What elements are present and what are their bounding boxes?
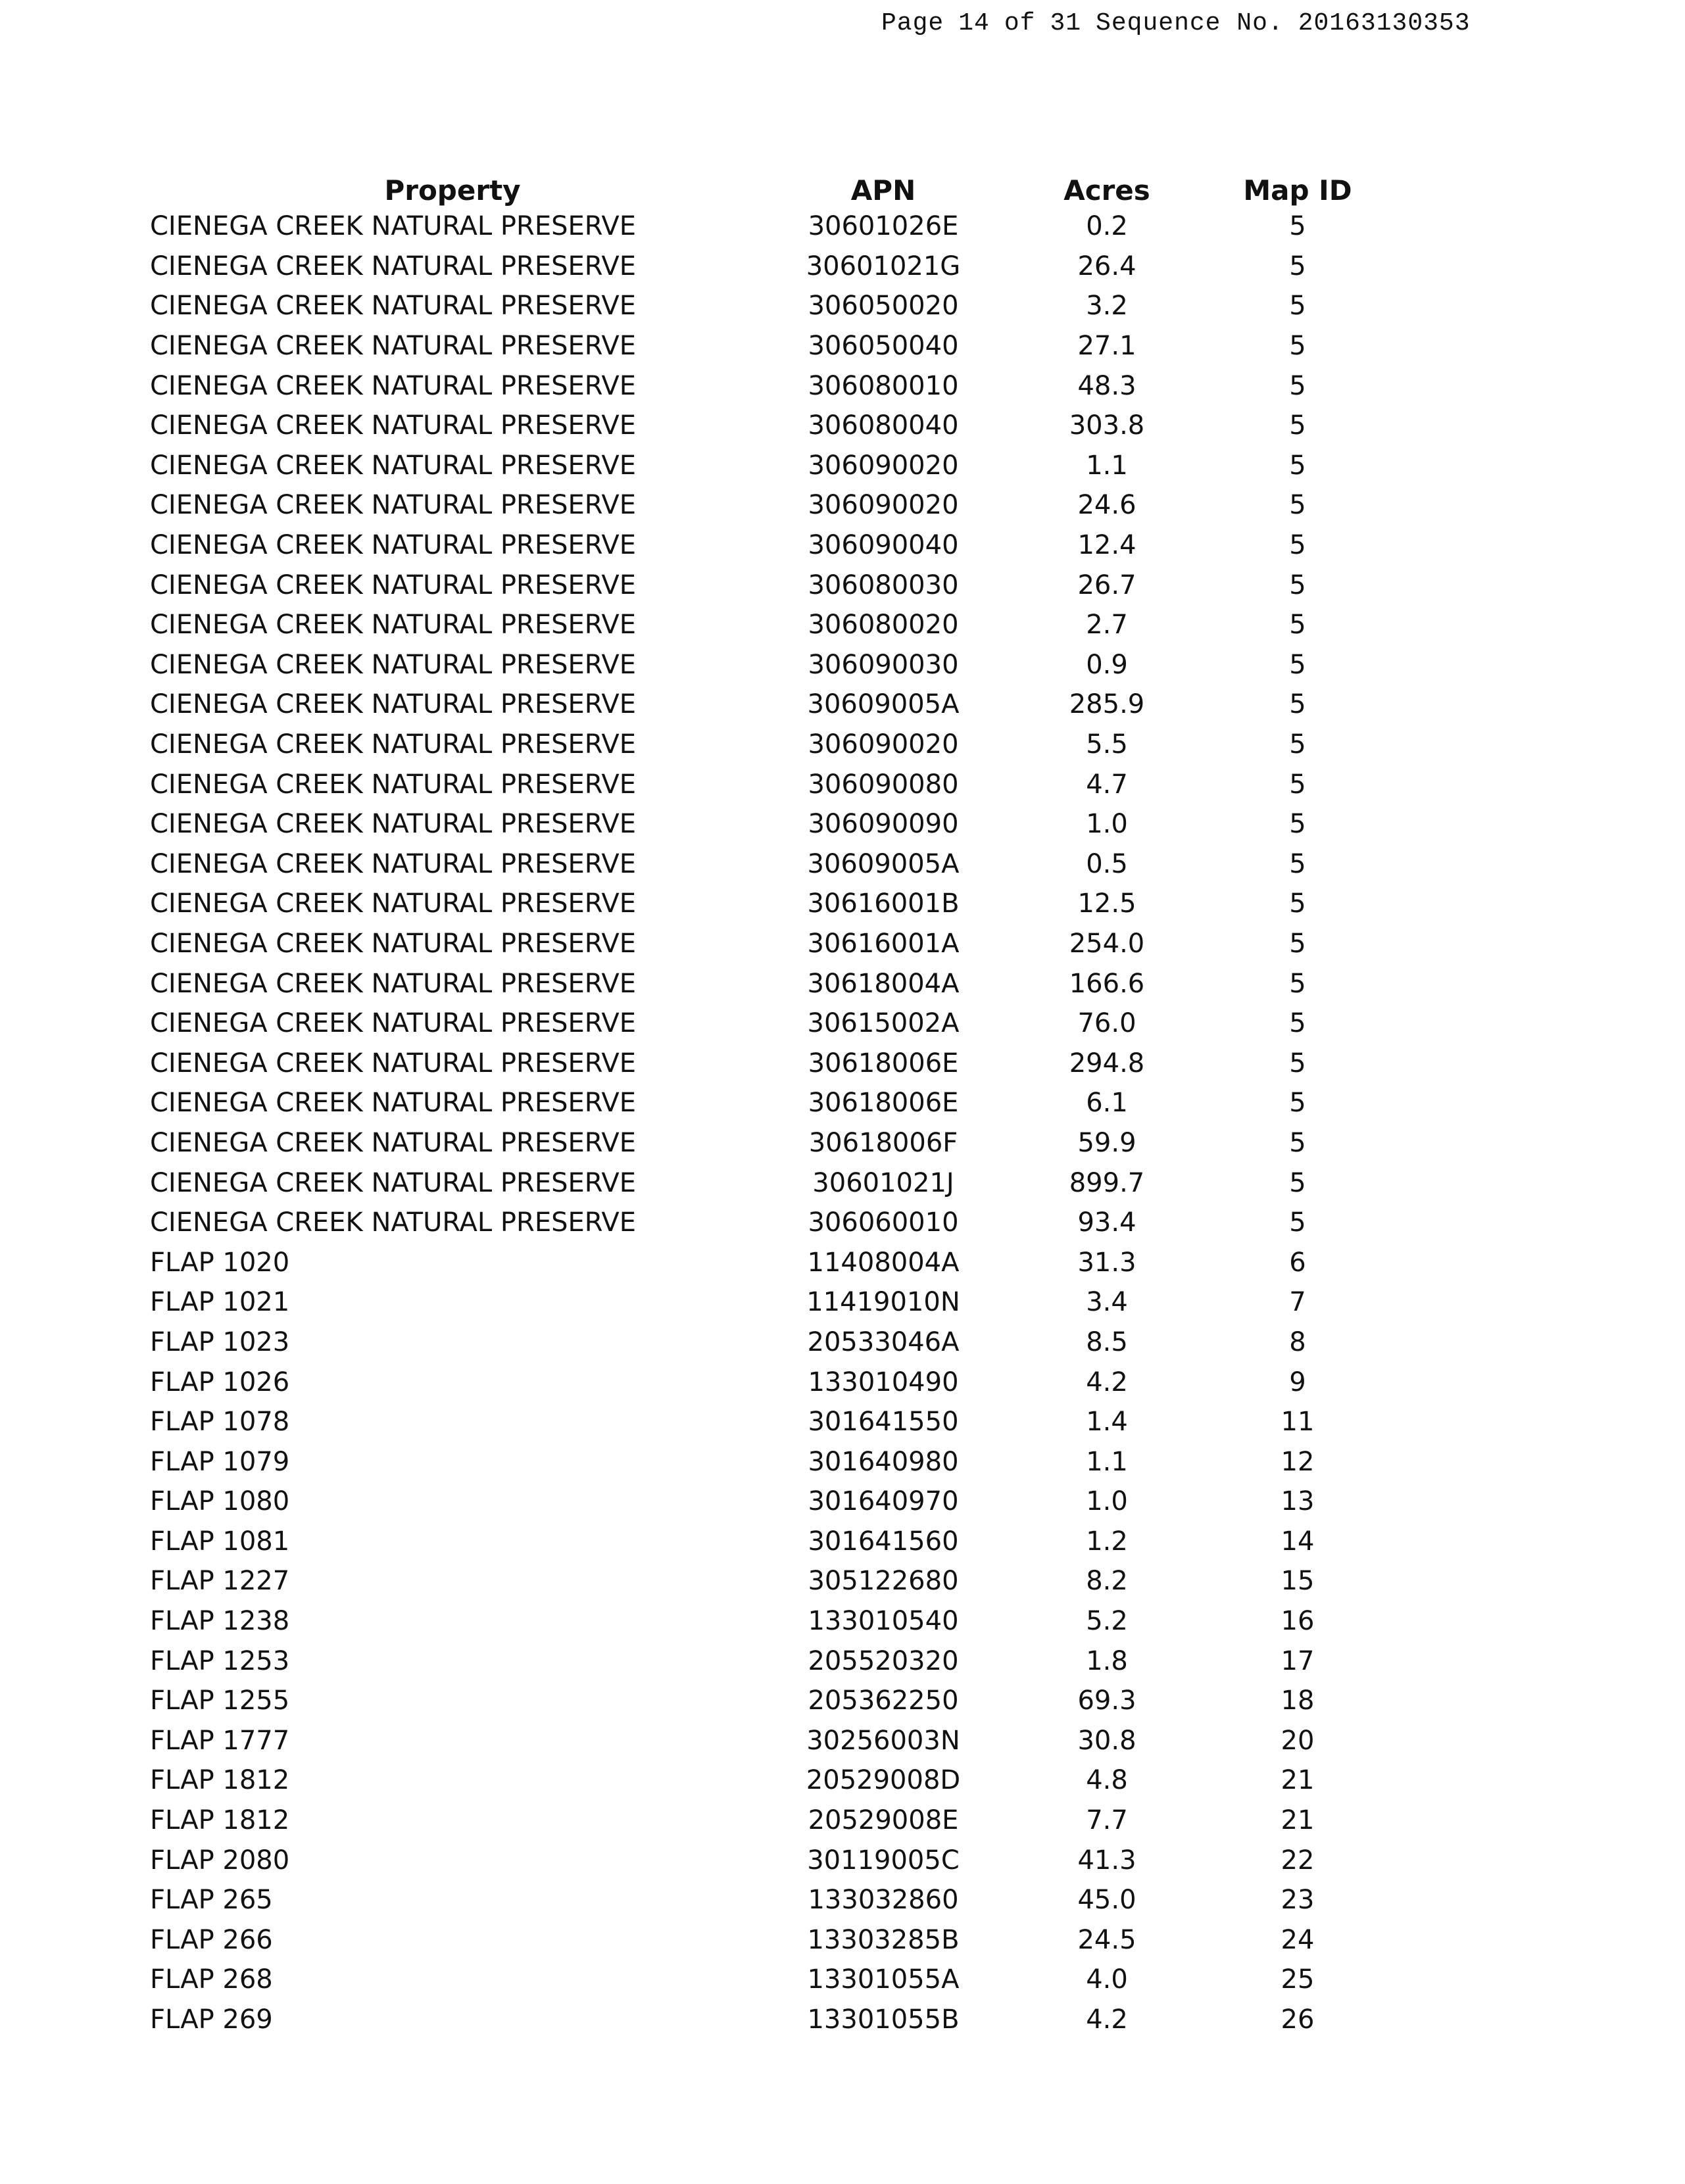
cell-acres: 69.3 — [1077, 1686, 1136, 1716]
cell-map-id: 5 — [1289, 1088, 1306, 1119]
cell-apn: 205362250 — [808, 1686, 959, 1716]
cell-map-id: 5 — [1289, 769, 1306, 800]
page-total: 31 — [1050, 9, 1082, 37]
cell-apn: 306080040 — [808, 410, 959, 441]
cell-apn: 30119005C — [807, 1845, 960, 1876]
cell-map-id: 25 — [1281, 1964, 1315, 1995]
table-row — [150, 1880, 1465, 1920]
cell-acres: 3.2 — [1086, 291, 1128, 322]
cell-map-id: 17 — [1281, 1645, 1315, 1676]
cell-property: CIENEGA CREEK NATURAL PRESERVE — [150, 689, 637, 720]
cell-map-id: 5 — [1289, 331, 1306, 362]
table-row — [150, 1362, 1465, 1402]
table-row — [150, 1601, 1465, 1641]
table-row — [150, 1801, 1465, 1841]
cell-acres: 166.6 — [1069, 968, 1145, 999]
cell-apn: 306080030 — [808, 570, 959, 600]
table-row — [150, 1960, 1465, 2000]
table-row — [150, 247, 1465, 287]
cell-property: CIENEGA CREEK NATURAL PRESERVE — [150, 1088, 637, 1119]
cell-property: FLAP 1080 — [150, 1486, 290, 1517]
cell-map-id: 23 — [1281, 1885, 1315, 1916]
column-header-acres: Acres — [1063, 174, 1150, 206]
cell-property: CIENEGA CREEK NATURAL PRESERVE — [150, 530, 637, 561]
table-row — [150, 1840, 1465, 1880]
cell-map-id: 12 — [1281, 1446, 1315, 1477]
cell-map-id: 5 — [1289, 610, 1306, 641]
cell-property: FLAP 1812 — [150, 1805, 290, 1836]
cell-property: CIENEGA CREEK NATURAL PRESERVE — [150, 211, 637, 242]
cell-apn: 306080020 — [808, 610, 959, 641]
cell-acres: 1.1 — [1086, 450, 1128, 481]
cell-acres: 0.5 — [1086, 848, 1128, 879]
cell-acres: 24.5 — [1077, 1924, 1136, 1955]
cell-apn: 306090080 — [808, 769, 959, 800]
cell-map-id: 5 — [1289, 450, 1306, 481]
cell-acres: 4.0 — [1086, 1964, 1128, 1995]
cell-apn: 30609005A — [807, 848, 960, 879]
cell-map-id: 24 — [1281, 1924, 1315, 1955]
table-row — [150, 1561, 1465, 1601]
cell-map-id: 21 — [1281, 1765, 1315, 1796]
cell-apn: 11408004A — [807, 1247, 960, 1278]
cell-apn: 20533046A — [807, 1326, 960, 1357]
cell-apn: 306090090 — [808, 809, 959, 840]
cell-map-id: 5 — [1289, 251, 1306, 281]
table-row — [150, 605, 1465, 645]
table-row — [150, 1043, 1465, 1083]
cell-map-id: 5 — [1289, 570, 1306, 600]
cell-property: CIENEGA CREEK NATURAL PRESERVE — [150, 1048, 637, 1079]
cell-apn: 30616001A — [807, 928, 960, 959]
cell-property: CIENEGA CREEK NATURAL PRESERVE — [150, 848, 637, 879]
cell-property: FLAP 1020 — [150, 1247, 290, 1278]
cell-apn: 30618006E — [808, 1088, 959, 1119]
cell-acres: 59.9 — [1077, 1127, 1136, 1158]
cell-acres: 4.2 — [1086, 1367, 1128, 1397]
cell-property: FLAP 266 — [150, 1924, 273, 1955]
cell-apn: 13301055B — [807, 2004, 960, 2035]
cell-acres: 294.8 — [1069, 1048, 1145, 1079]
sequence-label: Sequence No. — [1096, 9, 1284, 37]
cell-acres: 48.3 — [1077, 370, 1136, 401]
table-row — [150, 406, 1465, 446]
column-header-apn: APN — [850, 174, 916, 206]
cell-apn: 13303285B — [807, 1924, 960, 1955]
cell-acres: 2.7 — [1086, 610, 1128, 641]
cell-property: CIENEGA CREEK NATURAL PRESERVE — [150, 570, 637, 600]
cell-map-id: 5 — [1289, 689, 1306, 720]
cell-acres: 5.2 — [1086, 1606, 1128, 1637]
cell-apn: 133032860 — [808, 1885, 959, 1916]
cell-property: FLAP 1253 — [150, 1645, 290, 1676]
cell-map-id: 7 — [1289, 1287, 1306, 1318]
cell-property: CIENEGA CREEK NATURAL PRESERVE — [150, 291, 637, 322]
cell-map-id: 5 — [1289, 888, 1306, 919]
cell-acres: 5.5 — [1086, 729, 1128, 760]
cell-apn: 306090020 — [808, 490, 959, 521]
cell-property: CIENEGA CREEK NATURAL PRESERVE — [150, 410, 637, 441]
cell-acres: 41.3 — [1077, 1845, 1136, 1876]
cell-acres: 0.2 — [1086, 211, 1128, 242]
cell-acres: 45.0 — [1077, 1885, 1136, 1916]
cell-apn: 306090020 — [808, 450, 959, 481]
cell-map-id: 22 — [1281, 1845, 1315, 1876]
table-row — [150, 1721, 1465, 1761]
cell-acres: 1.4 — [1086, 1407, 1128, 1438]
cell-acres: 8.2 — [1086, 1566, 1128, 1597]
cell-property: FLAP 1079 — [150, 1446, 290, 1477]
page-label: Page — [881, 9, 944, 37]
cell-property: FLAP 268 — [150, 1964, 273, 1995]
cell-apn: 30601021G — [806, 251, 961, 281]
table-row — [150, 1123, 1465, 1163]
cell-map-id: 5 — [1289, 809, 1306, 840]
cell-property: CIENEGA CREEK NATURAL PRESERVE — [150, 331, 637, 362]
cell-map-id: 5 — [1289, 410, 1306, 441]
table-row — [150, 326, 1465, 366]
page-number: 14 — [958, 9, 990, 37]
table-row — [150, 485, 1465, 525]
table-row — [150, 963, 1465, 1004]
table-row — [150, 1442, 1465, 1482]
cell-apn: 306050020 — [808, 291, 959, 322]
cell-map-id: 5 — [1289, 729, 1306, 760]
cell-map-id: 5 — [1289, 1048, 1306, 1079]
cell-apn: 306090040 — [808, 530, 959, 561]
table-row — [150, 1323, 1465, 1363]
table-row — [150, 1242, 1465, 1282]
cell-property: CIENEGA CREEK NATURAL PRESERVE — [150, 769, 637, 800]
cell-property: FLAP 265 — [150, 1885, 273, 1916]
cell-acres: 285.9 — [1069, 689, 1145, 720]
cell-property: FLAP 2080 — [150, 1845, 290, 1876]
cell-apn: 30616001B — [807, 888, 960, 919]
table-row — [150, 924, 1465, 964]
column-header-map-id: Map ID — [1243, 174, 1352, 206]
cell-apn: 306080010 — [808, 370, 959, 401]
cell-map-id: 5 — [1289, 370, 1306, 401]
cell-apn: 30601026E — [808, 211, 959, 242]
cell-acres: 899.7 — [1069, 1167, 1145, 1198]
cell-acres: 12.5 — [1077, 888, 1136, 919]
table-row — [150, 525, 1465, 566]
cell-property: CIENEGA CREEK NATURAL PRESERVE — [150, 1167, 637, 1198]
cell-map-id: 9 — [1289, 1367, 1306, 1397]
table-row — [150, 1760, 1465, 1801]
cell-property: FLAP 1255 — [150, 1686, 290, 1716]
cell-acres: 4.2 — [1086, 2004, 1128, 2035]
table-row — [150, 1920, 1465, 1960]
cell-property: CIENEGA CREEK NATURAL PRESERVE — [150, 251, 637, 281]
cell-map-id: 5 — [1289, 848, 1306, 879]
cell-property: CIENEGA CREEK NATURAL PRESERVE — [150, 370, 637, 401]
cell-apn: 306060010 — [808, 1207, 959, 1238]
cell-map-id: 5 — [1289, 211, 1306, 242]
cell-property: CIENEGA CREEK NATURAL PRESERVE — [150, 928, 637, 959]
cell-map-id: 15 — [1281, 1566, 1315, 1597]
cell-property: FLAP 1026 — [150, 1367, 290, 1397]
cell-apn: 301641550 — [808, 1407, 959, 1438]
cell-apn: 306050040 — [808, 331, 959, 362]
cell-property: CIENEGA CREEK NATURAL PRESERVE — [150, 888, 637, 919]
cell-apn: 30618006E — [808, 1048, 959, 1079]
table-row — [150, 1163, 1465, 1203]
cell-apn: 133010490 — [808, 1367, 959, 1397]
cell-property: CIENEGA CREEK NATURAL PRESERVE — [150, 809, 637, 840]
cell-map-id: 5 — [1289, 1008, 1306, 1039]
table-row — [150, 1522, 1465, 1562]
cell-apn: 133010540 — [808, 1606, 959, 1637]
sequence-number: 20163130353 — [1298, 9, 1471, 37]
cell-property: CIENEGA CREEK NATURAL PRESERVE — [150, 729, 637, 760]
of-label: of — [1004, 9, 1036, 37]
cell-map-id: 21 — [1281, 1805, 1315, 1836]
table-row — [150, 645, 1465, 685]
cell-property: CIENEGA CREEK NATURAL PRESERVE — [150, 1207, 637, 1238]
property-table — [150, 168, 1465, 2039]
cell-acres: 1.8 — [1086, 1645, 1128, 1676]
cell-apn: 30615002A — [807, 1008, 960, 1039]
cell-property: FLAP 1023 — [150, 1326, 290, 1357]
cell-property: CIENEGA CREEK NATURAL PRESERVE — [150, 1008, 637, 1039]
cell-acres: 30.8 — [1077, 1725, 1136, 1756]
table-row — [150, 1482, 1465, 1522]
cell-apn: 30256003N — [806, 1725, 960, 1756]
cell-acres: 93.4 — [1077, 1207, 1136, 1238]
table-row — [150, 2000, 1465, 2040]
cell-property: FLAP 1227 — [150, 1566, 290, 1597]
table-row — [150, 1282, 1465, 1323]
table-row — [150, 565, 1465, 605]
table-row — [150, 446, 1465, 486]
cell-acres: 26.4 — [1077, 251, 1136, 281]
cell-acres: 3.4 — [1086, 1287, 1128, 1318]
cell-acres: 254.0 — [1069, 928, 1145, 959]
cell-acres: 6.1 — [1086, 1088, 1128, 1119]
table-row — [150, 764, 1465, 804]
column-header-property: Property — [384, 174, 521, 206]
cell-apn: 13301055A — [807, 1964, 960, 1995]
cell-acres: 1.0 — [1086, 1486, 1128, 1517]
cell-map-id: 20 — [1281, 1725, 1315, 1756]
cell-acres: 31.3 — [1077, 1247, 1136, 1278]
cell-map-id: 5 — [1289, 928, 1306, 959]
table-row — [150, 1203, 1465, 1243]
table-body — [150, 206, 1465, 2039]
cell-map-id: 26 — [1281, 2004, 1315, 2035]
table-row — [150, 844, 1465, 885]
table-header — [150, 168, 1465, 206]
cell-map-id: 5 — [1289, 530, 1306, 561]
cell-acres: 27.1 — [1077, 331, 1136, 362]
cell-property: CIENEGA CREEK NATURAL PRESERVE — [150, 1127, 637, 1158]
table-row — [150, 725, 1465, 765]
table-row — [150, 206, 1465, 247]
cell-apn: 301640980 — [808, 1446, 959, 1477]
cell-acres: 303.8 — [1069, 410, 1145, 441]
cell-acres: 7.7 — [1086, 1805, 1128, 1836]
table-row — [150, 1004, 1465, 1044]
cell-acres: 24.6 — [1077, 490, 1136, 521]
cell-property: FLAP 1078 — [150, 1407, 290, 1438]
table-row — [150, 804, 1465, 844]
cell-acres: 1.1 — [1086, 1446, 1128, 1477]
cell-apn: 30618006F — [808, 1127, 958, 1158]
cell-property: FLAP 1081 — [150, 1526, 290, 1557]
table-row — [150, 1681, 1465, 1721]
cell-apn: 301640970 — [808, 1486, 959, 1517]
cell-map-id: 5 — [1289, 291, 1306, 322]
cell-map-id: 5 — [1289, 1207, 1306, 1238]
table-row — [150, 286, 1465, 326]
cell-apn: 30618004A — [807, 968, 960, 999]
cell-apn: 205520320 — [808, 1645, 959, 1676]
cell-property: FLAP 1021 — [150, 1287, 290, 1318]
cell-map-id: 5 — [1289, 1167, 1306, 1198]
cell-map-id: 16 — [1281, 1606, 1315, 1637]
cell-property: FLAP 1238 — [150, 1606, 290, 1637]
table-row — [150, 366, 1465, 406]
cell-map-id: 5 — [1289, 490, 1306, 521]
cell-property: CIENEGA CREEK NATURAL PRESERVE — [150, 610, 637, 641]
table-row — [150, 1402, 1465, 1442]
cell-acres: 12.4 — [1077, 530, 1136, 561]
cell-property: CIENEGA CREEK NATURAL PRESERVE — [150, 450, 637, 481]
cell-property: FLAP 1812 — [150, 1765, 290, 1796]
cell-map-id: 13 — [1281, 1486, 1315, 1517]
table-row — [150, 884, 1465, 924]
cell-apn: 301641560 — [808, 1526, 959, 1557]
cell-property: FLAP 269 — [150, 2004, 273, 2035]
cell-map-id: 8 — [1289, 1326, 1306, 1357]
cell-map-id: 5 — [1289, 649, 1306, 680]
cell-map-id: 18 — [1281, 1686, 1315, 1716]
cell-apn: 306090020 — [808, 729, 959, 760]
cell-apn: 11419010N — [806, 1287, 960, 1318]
table-row — [150, 1641, 1465, 1681]
cell-apn: 20529008E — [808, 1805, 959, 1836]
cell-map-id: 11 — [1281, 1407, 1315, 1438]
cell-acres: 26.7 — [1077, 570, 1136, 600]
page-header — [881, 9, 1471, 37]
cell-acres: 4.7 — [1086, 769, 1128, 800]
cell-property: FLAP 1777 — [150, 1725, 290, 1756]
cell-acres: 0.9 — [1086, 649, 1128, 680]
cell-acres: 4.8 — [1086, 1765, 1128, 1796]
cell-acres: 1.0 — [1086, 809, 1128, 840]
cell-acres: 8.5 — [1086, 1326, 1128, 1357]
cell-apn: 30609005A — [807, 689, 960, 720]
cell-apn: 30601021J — [812, 1167, 954, 1198]
cell-property: CIENEGA CREEK NATURAL PRESERVE — [150, 490, 637, 521]
cell-map-id: 5 — [1289, 1127, 1306, 1158]
cell-map-id: 14 — [1281, 1526, 1315, 1557]
cell-apn: 20529008D — [806, 1765, 961, 1796]
cell-acres: 1.2 — [1086, 1526, 1128, 1557]
table-row — [150, 1083, 1465, 1123]
cell-property: CIENEGA CREEK NATURAL PRESERVE — [150, 968, 637, 999]
cell-apn: 305122680 — [808, 1566, 959, 1597]
cell-property: CIENEGA CREEK NATURAL PRESERVE — [150, 649, 637, 680]
table-row — [150, 685, 1465, 725]
cell-map-id: 6 — [1289, 1247, 1306, 1278]
cell-apn: 306090030 — [808, 649, 959, 680]
cell-map-id: 5 — [1289, 968, 1306, 999]
cell-acres: 76.0 — [1077, 1008, 1136, 1039]
